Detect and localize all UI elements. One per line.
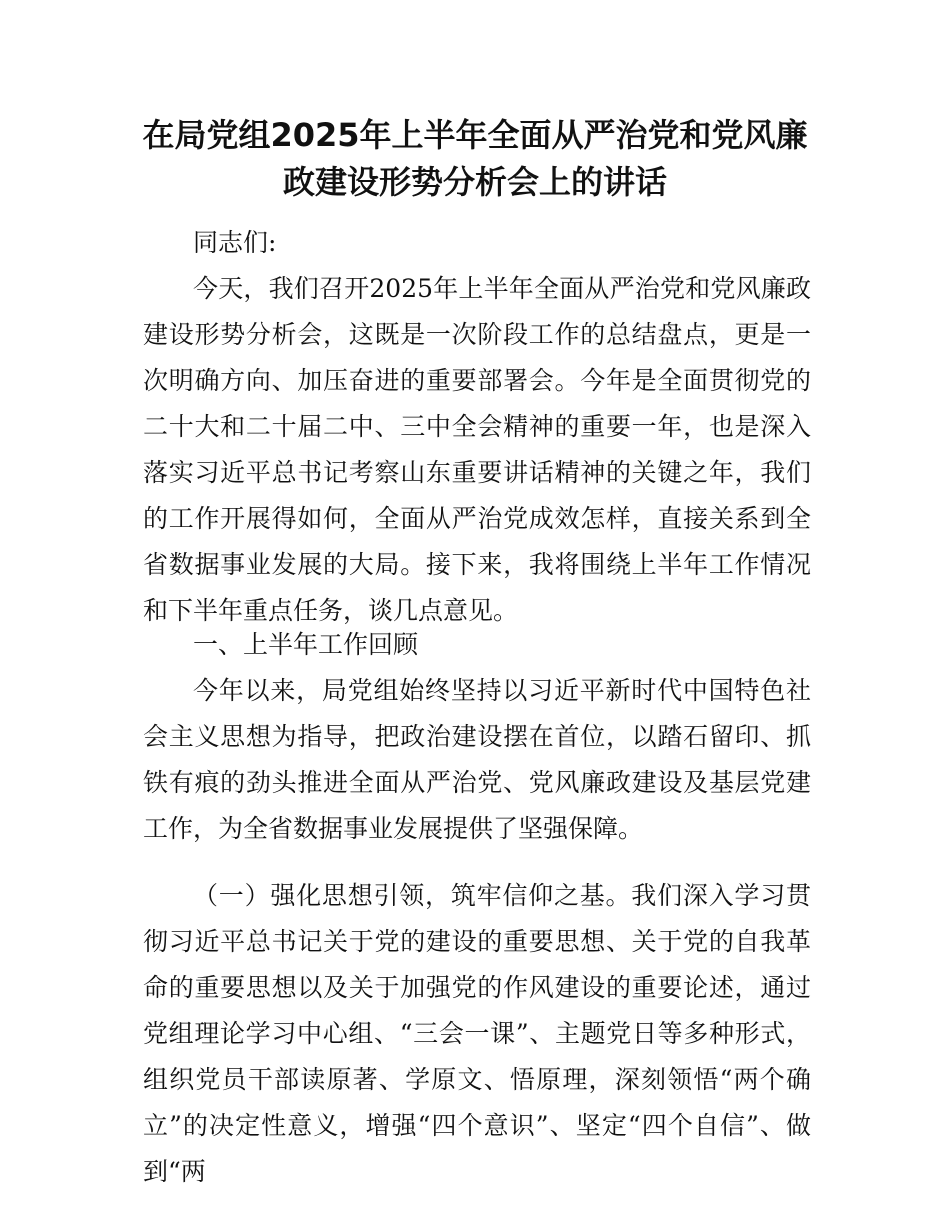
- document-title-line-2: 政建设形势分析会上的讲话: [282, 163, 667, 201]
- section-heading-1: 一、上半年工作回顾: [193, 630, 419, 659]
- paragraph-review: 今年以来，局党组始终坚持以习近平新时代中国特色社会主义思想为指导，把政治建设摆在首位，以踏石留印、抓铁有痕的劲头推进全面从严治党、党风廉政建设及基层党建工作，为全省数据事业发展提供了坚强保障。: [143, 676, 811, 843]
- paragraph-opening: 今天，我们召开2025年上半年全面从严治党和党风廉政建设形势分析会，这既是一次阶段工作的总结盘点，更是一次明确方向、加压奋进的重要部署会。今年是全面贯彻党的二十大和二十届二中、三中全会精神的重要一年，也是深入落实习近平总书记考察山东重要讲话精神的关键之年，我们的工作开展得如何，全面从严治党成效怎样，直接关系到全省数据事业发展的大局。接下来，我将围绕上半年工作情况和下半年重点任务，谈几点意见。: [143, 274, 811, 625]
- paragraph-subsection-1: （一）强化思想引领，筑牢信仰之基。我们深入学习贯彻习近平总书记关于党的建设的重要思想、关于党的自我革命的重要思想以及关于加强党的作风建设的重要论述，通过党组理论学习中心组、“三会一课”、主题党日等多种形式，组织党员干部读原著、学原文、悟原理，深刻领悟“两个确立”的决定性意义，增强“四个意识”、坚定“四个自信”、做到“两: [143, 881, 811, 1186]
- document-title-line-1: 在局党组2025年上半年全面从严治党和党风廉: [142, 116, 808, 154]
- salutation: 同志们:: [193, 228, 277, 257]
